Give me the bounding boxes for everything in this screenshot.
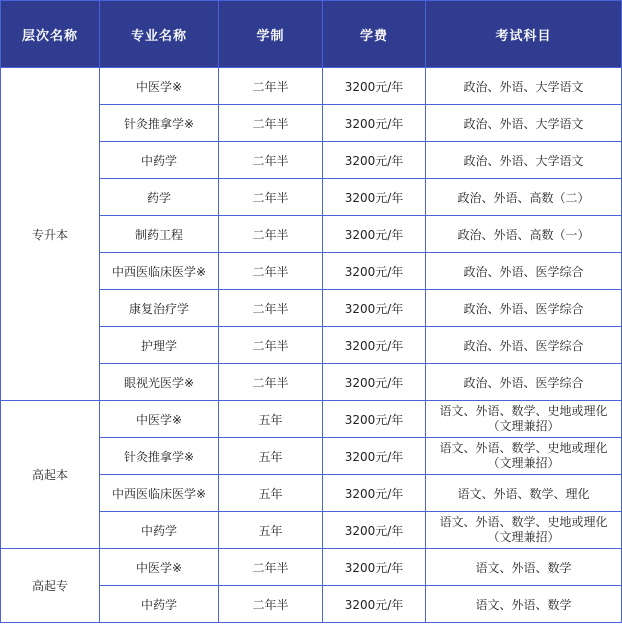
major-cell: 康复治疗学 [100,290,219,327]
duration-cell: 二年半 [219,253,323,290]
fee-cell: 3200元/年 [323,68,426,105]
subjects-note: （文理兼招） [487,530,560,544]
subjects-text: 语文、外语、数学、史地或理化 [439,404,608,418]
subjects-cell: 政治、外语、医学综合 [426,253,622,290]
subjects-cell: 政治、外语、医学综合 [426,364,622,401]
fee-cell: 3200元/年 [323,364,426,401]
fee-cell: 3200元/年 [323,549,426,586]
duration-cell: 二年半 [219,142,323,179]
duration-cell: 五年 [219,401,323,438]
header-subjects: 考试科目 [426,1,622,68]
subjects-cell: 政治、外语、高数（一） [426,216,622,253]
major-cell: 护理学 [100,327,219,364]
subjects-note: （文理兼招） [487,456,560,470]
subjects-note: （文理兼招） [487,419,560,433]
subjects-cell: 政治、外语、大学语文 [426,68,622,105]
fee-cell: 3200元/年 [323,216,426,253]
subjects-text: 语文、外语、数学、史地或理化 [439,441,608,455]
major-cell: 中药学 [100,586,219,623]
duration-cell: 五年 [219,475,323,512]
duration-cell: 五年 [219,438,323,475]
major-cell: 中医学※ [100,401,219,438]
level-cell: 高起专 [1,549,100,623]
subjects-cell: 政治、外语、高数（二） [426,179,622,216]
table-row [1,549,622,586]
duration-cell: 二年半 [219,105,323,142]
fee-cell: 3200元/年 [323,327,426,364]
subjects-cell: 政治、外语、大学语文 [426,105,622,142]
subjects-cell: 语文、外语、数学 [426,549,622,586]
duration-cell: 二年半 [219,290,323,327]
duration-cell: 二年半 [219,216,323,253]
duration-cell: 二年半 [219,179,323,216]
fee-cell: 3200元/年 [323,475,426,512]
fee-cell: 3200元/年 [323,290,426,327]
header-row [1,1,622,68]
fee-cell: 3200元/年 [323,105,426,142]
header-major: 专业名称 [100,1,219,68]
level-cell: 高起本 [1,401,100,549]
fee-cell: 3200元/年 [323,253,426,290]
duration-cell: 五年 [219,512,323,549]
major-cell: 眼视光医学※ [100,364,219,401]
subjects-cell: 政治、外语、医学综合 [426,327,622,364]
duration-cell: 二年半 [219,68,323,105]
major-cell: 中西医临床医学※ [100,475,219,512]
subjects-cell: 政治、外语、医学综合 [426,290,622,327]
fee-cell: 3200元/年 [323,438,426,475]
table-row [1,68,622,105]
duration-cell: 二年半 [219,364,323,401]
duration-cell: 二年半 [219,586,323,623]
subjects-cell [426,401,622,438]
subjects-cell: 政治、外语、大学语文 [426,142,622,179]
fee-cell: 3200元/年 [323,142,426,179]
fee-cell: 3200元/年 [323,179,426,216]
fee-cell: 3200元/年 [323,401,426,438]
header-duration: 学制 [219,1,323,68]
header-level: 层次名称 [1,1,100,68]
subjects-cell: 语文、外语、数学、理化 [426,475,622,512]
major-cell: 中药学 [100,142,219,179]
major-cell: 中医学※ [100,68,219,105]
subjects-cell: 语文、外语、数学 [426,586,622,623]
duration-cell: 二年半 [219,549,323,586]
major-cell: 中药学 [100,512,219,549]
major-cell: 针灸推拿学※ [100,105,219,142]
subjects-cell [426,512,622,549]
subjects-text: 语文、外语、数学、史地或理化 [439,515,608,529]
duration-cell: 二年半 [219,327,323,364]
fee-cell: 3200元/年 [323,586,426,623]
major-cell: 制药工程 [100,216,219,253]
table-row [1,401,622,438]
level-cell: 专升本 [1,68,100,401]
major-cell: 药学 [100,179,219,216]
major-cell: 中西医临床医学※ [100,253,219,290]
header-fee: 学费 [323,1,426,68]
major-cell: 针灸推拿学※ [100,438,219,475]
fee-cell: 3200元/年 [323,512,426,549]
major-cell: 中医学※ [100,549,219,586]
subjects-cell [426,438,622,475]
